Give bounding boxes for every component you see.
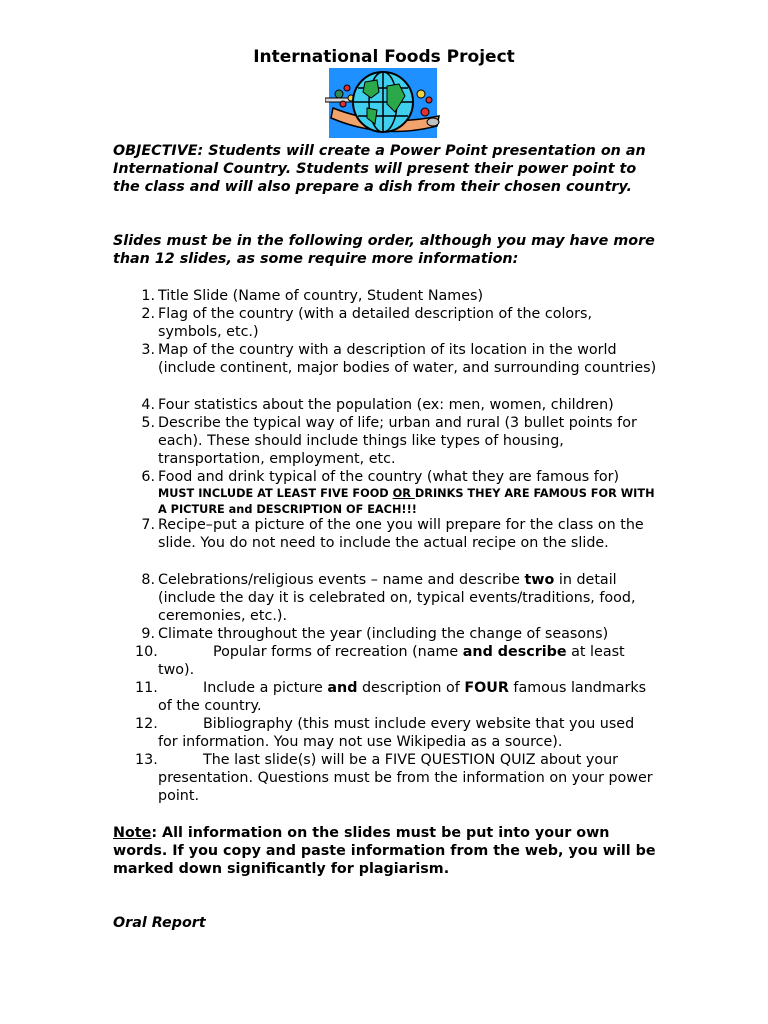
caps-text-b: DRINKS THEY ARE FAMOUS FOR WITH A PICTURE and DESCRIPTION OF EACH!!! xyxy=(158,487,655,516)
item-main-text: Food and drink typical of the country (what they are famous for) xyxy=(158,469,620,485)
item-bold-2: FOUR xyxy=(464,680,509,696)
globe-food-icon xyxy=(325,68,443,140)
item-text xyxy=(158,571,658,626)
item-number: 10. xyxy=(135,644,158,660)
list-item xyxy=(113,305,658,341)
item-text: Flag of the country (with a detailed description of the colors, symbols, etc.) xyxy=(158,306,593,341)
note-label: Note xyxy=(113,825,152,841)
list-item xyxy=(113,571,658,626)
item-text xyxy=(158,468,658,517)
list-item xyxy=(113,715,658,751)
item-number: 11. xyxy=(135,680,158,696)
item-text xyxy=(158,715,658,751)
oral-report-heading: Oral Report xyxy=(113,915,206,931)
item-number: 6. xyxy=(141,469,155,485)
item-text-b: in detail (include the day it is celebrated on, typical events/traditions, food, ceremonies, etc.). xyxy=(158,572,636,625)
item-text: Four statistics about the population (ex: men, women, children) xyxy=(158,397,614,413)
item-caps-note xyxy=(158,486,658,517)
list-item xyxy=(113,468,658,517)
list-item xyxy=(113,679,658,715)
list-item xyxy=(113,643,658,679)
caps-text-or: OR xyxy=(392,487,415,501)
objective-paragraph: OBJECTIVE: Students will create a Power Point presentation on an International Country. Students will present their power point to the class and will also prepare a dish from their chosen country. xyxy=(113,143,646,196)
list-item xyxy=(113,516,658,552)
item-number: 12. xyxy=(135,716,158,732)
item-text-b: description of xyxy=(357,680,465,696)
list-item xyxy=(113,751,658,806)
item-text xyxy=(158,679,658,715)
item-main-text: The last slide(s) will be a FIVE QUESTION QUIZ about your presentation. Questions must be from the information on your power point. xyxy=(158,752,653,805)
item-text: Describe the typical way of life; urban and rural (3 bullet points for each). These should include things like types of housing, transportation, employment, etc. xyxy=(158,415,637,468)
item-text-a: Popular forms of recreation (name xyxy=(213,644,463,660)
item-number: 3. xyxy=(141,342,155,358)
item-number: 9. xyxy=(141,626,155,642)
item-number: 5. xyxy=(141,415,155,431)
item-number: 8. xyxy=(141,572,155,588)
globe-food-illustration xyxy=(325,68,443,140)
caps-text-a: MUST INCLUDE AT LEAST FIVE FOOD xyxy=(158,487,393,501)
note-text: : All information on the slides must be put into your own words. If you copy and paste information from the web, you will be marked down significantly for plagiarism. xyxy=(113,825,656,878)
item-number: 7. xyxy=(141,517,155,533)
item-text: Recipe–put a picture of the one you will prepare for the class on the slide. You do not need to include the actual recipe on the slide. xyxy=(158,517,644,552)
list-item xyxy=(113,414,658,469)
item-main-text: Bibliography (this must include every website that you used for information. You may not use Wikipedia as a source). xyxy=(158,716,635,751)
item-text xyxy=(158,643,658,679)
item-text xyxy=(158,751,658,806)
list-item xyxy=(113,287,658,305)
item-text: Map of the country with a description of its location in the world (include continent, major bodies of water, and surrounding countries) xyxy=(158,342,657,377)
item-number: 4. xyxy=(141,397,155,413)
item-number: 2. xyxy=(141,306,155,322)
list-item xyxy=(113,396,658,414)
list-item xyxy=(113,341,658,377)
item-text-b: at least two). xyxy=(158,644,625,679)
note-paragraph xyxy=(113,824,658,879)
item-bold: and describe xyxy=(462,644,567,660)
item-text-c: famous landmarks of the country. xyxy=(158,680,647,715)
item-text-a: Include a picture xyxy=(203,680,328,696)
item-bold: two xyxy=(524,572,555,588)
item-text: Title Slide (Name of country, Student Names) xyxy=(158,288,484,304)
item-text-a: Celebrations/religious events – name and describe xyxy=(158,572,525,588)
item-text: Climate throughout the year (including the change of seasons) xyxy=(158,626,609,642)
item-number: 1. xyxy=(141,288,155,304)
slides-intro-paragraph: Slides must be in the following order, although you may have more than 12 slides, as some require more information: xyxy=(113,233,655,268)
list-item xyxy=(113,625,658,643)
page-title: International Foods Project xyxy=(253,47,515,67)
item-number: 13. xyxy=(135,752,158,768)
item-bold: and xyxy=(327,680,358,696)
